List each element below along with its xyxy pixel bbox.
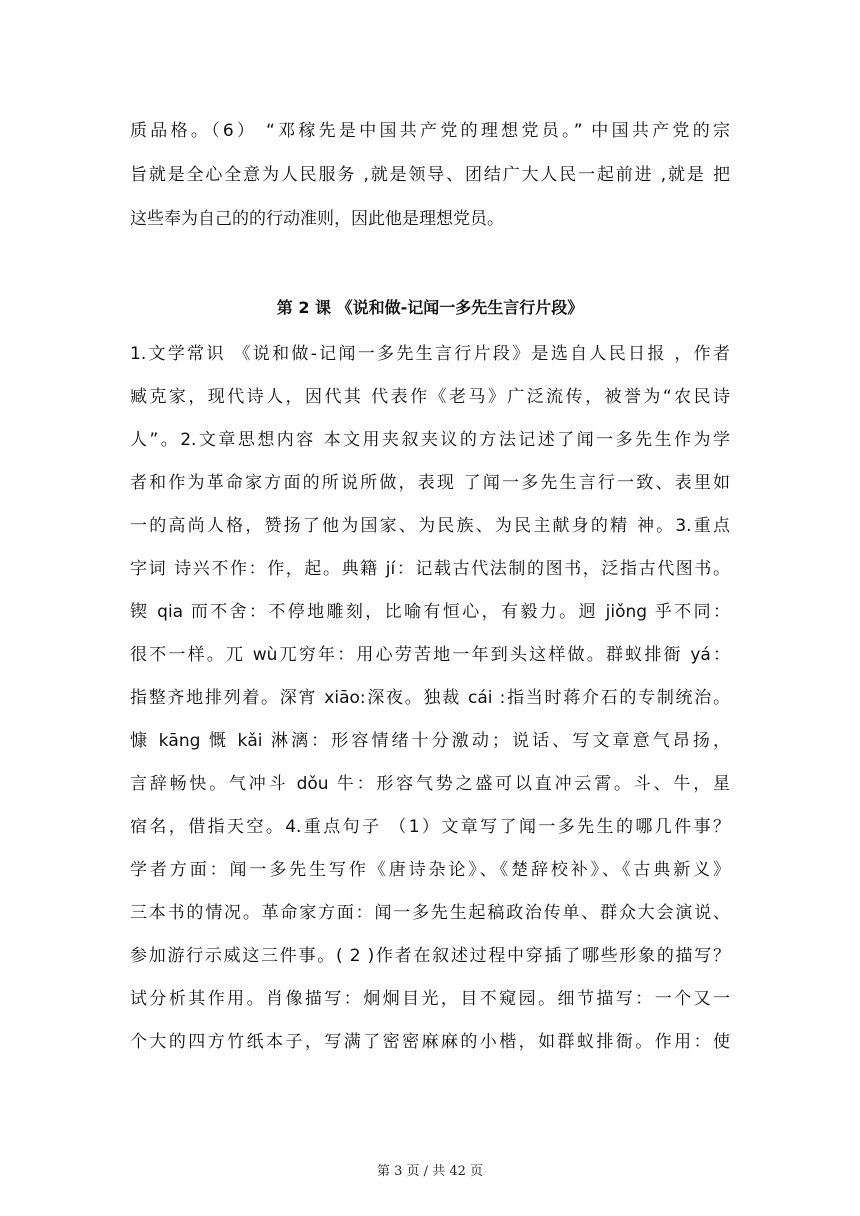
lesson-heading: 第 2 课 《说和做-记闻一多先生言行片段》: [276, 298, 584, 317]
paragraph-line: 一的高尚人格，赞扬了他为国家、为民族、为民主献身的精 神。3.重点: [130, 516, 730, 536]
paragraph-line: 个大的四方竹纸本子，写满了密密麻麻的小楷，如群蚁排衙。作用：使: [130, 1032, 730, 1052]
paragraph-line: 参加游行示威这三件事。( 2 )作者在叙述过程中穿插了哪些形象的描写？: [130, 946, 730, 966]
paragraph-line: 质品格。（6） “邓稼先是中国共产党的理想党员。” 中国共产党的宗: [130, 121, 730, 141]
page-number-footer: 第 3 页 / 共 42 页: [377, 1164, 483, 1179]
paragraph-line: 旨就是全心全意为人民服务 ,就是领导、团结广大人民一起前进 ,就是 把: [130, 165, 730, 185]
paragraph-line: 字词 诗兴不作：作，起。典籍 jí：记载古代法制的图书，泛指古代图书。: [130, 559, 730, 579]
paragraph-line: 这些奉为自己的的行动准则，因此他是理想党员。: [130, 209, 504, 229]
paragraph-line: 宿名，借指天空。4.重点句子 （1）文章写了闻一多先生的哪几件事？: [130, 817, 730, 837]
paragraph-line: 臧克家，现代诗人，因代其 代表作《老马》广泛流传，被誉为“农民诗: [130, 387, 730, 407]
paragraph-line: 言辞畅快。气冲斗 dǒu 牛：形容气势之盛可以直冲云霄。斗、牛，星: [130, 774, 730, 794]
paragraph-line: 1.文学常识 《说和做-记闻一多先生言行片段》是选自人民日报 ，作者: [130, 344, 730, 364]
paragraph-line: 三本书的情况。革命家方面：闻一多先生起稿政治传单、群众大会演说、: [130, 903, 730, 923]
paragraph-line: 者和作为革命家方面的所说所做，表现 了闻一多先生言行一致、表里如: [130, 473, 730, 493]
paragraph-line: 指整齐地排列着。深宵 xiāo:深夜。独裁 cái :指当时蒋介石的专制统治。: [130, 688, 730, 708]
paragraph-line: 学者方面：闻一多先生写作《唐诗杂论》、《楚辞校补》、《古典新义》: [130, 860, 730, 880]
paragraph-line: 慷 kāng 慨 kǎi 淋漓：形容情绪十分激动；说话、写文章意气昂扬，: [130, 731, 730, 751]
paragraph-line: 人”。2.文章思想内容 本文用夹叙夹议的方法记述了闻一多先生作为学: [130, 430, 730, 450]
paragraph-line: 锲 qia 而不舍：不停地雕刻，比喻有恒心，有毅力。迥 jiǒng 乎不同：: [130, 602, 730, 622]
paragraph-line: 试分析其作用。肖像描写：炯炯目光，目不窥园。细节描写：一个又一: [130, 989, 730, 1009]
paragraph-line: 很不一样。兀 wù兀穷年：用心劳苦地一年到头这样做。群蚁排衙 yá：: [130, 645, 730, 665]
